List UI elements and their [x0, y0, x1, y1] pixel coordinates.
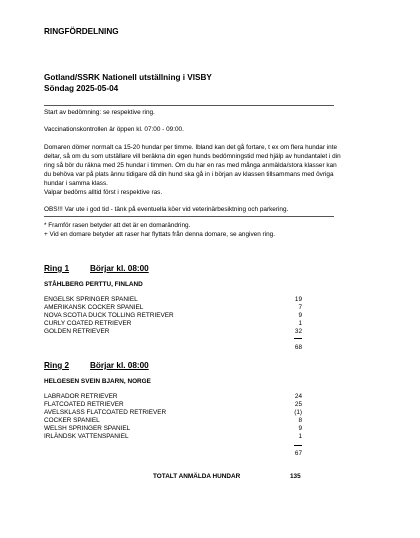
- sum-line: [294, 338, 302, 339]
- breed-row: [44, 304, 302, 312]
- ring-2-start: Börjar kl. 08:00: [90, 361, 149, 370]
- breed-name: NOVA SCOTIA DUCK TOLLING RETRIEVER: [44, 312, 174, 319]
- breed-name: COCKER SPANIEL: [44, 417, 100, 424]
- grand-total-value: 135: [290, 473, 301, 480]
- breed-name: CURLY COATED RETRIEVER: [44, 320, 132, 327]
- breed-row: [44, 296, 302, 304]
- ring-2-judge: HELGESEN SVEIN BJARN, NORGE: [44, 378, 151, 385]
- breed-name: IRLÄNDSK VATTENSPANIEL: [44, 433, 129, 440]
- info-line: ring så bör du räkna med 25 hundar i timmen. Om du har en ras med många anmälda/stora klasser kan: [44, 162, 337, 169]
- breed-count: 9: [298, 425, 302, 432]
- breed-count: 1: [298, 320, 302, 327]
- breed-count: 9: [298, 312, 302, 319]
- note-moved-breeds: + Vid en domare betyder att raser har flyttats från denna domare, se angiven ring.: [44, 231, 275, 238]
- breed-count: 19: [294, 296, 302, 303]
- breed-count: 24: [294, 393, 302, 400]
- breed-name: WELSH SPRINGER SPANIEL: [44, 425, 131, 432]
- breed-name: AVELSKLASS FLATCOATED RETRIEVER: [44, 409, 167, 416]
- breed-row: [44, 401, 302, 409]
- ring-1-start: Börjar kl. 08:00: [90, 264, 149, 273]
- ring-1-title: Ring 1: [44, 264, 70, 273]
- breed-name: FLATCOATED RETRIEVER: [44, 401, 124, 408]
- info-line: Domaren dömer normalt ca 15-20 hundar per timme. Ibland kan det gå fortare, t ex om flera hundar inte: [44, 144, 338, 151]
- breed-count: 25: [294, 401, 302, 408]
- grand-total-label: TOTALT ANMÄLDA HUNDAR: [153, 473, 241, 480]
- breed-name: GOLDEN RETRIEVER: [44, 328, 110, 335]
- start-info: Start av bedömning: se respektive ring.: [44, 109, 155, 116]
- breed-row: [44, 312, 302, 320]
- divider: [44, 105, 334, 106]
- breed-row: [44, 417, 302, 425]
- breed-row: [44, 328, 302, 336]
- info-line: du behöva var på plats ännu tidigare då din hund ska gå in i början av klassen tillsammans med övriga: [44, 171, 334, 178]
- date-line: Söndag 2025-05-04: [44, 84, 119, 93]
- breed-name: ENGELSK SPRINGER SPANIEL: [44, 296, 138, 303]
- ring-1-total-row: [44, 344, 302, 352]
- breed-row: [44, 433, 302, 441]
- sum-line: [294, 445, 302, 446]
- note-judge-change: * Framför rasen betyder att det är en domarändring.: [44, 222, 191, 229]
- breed-name: LABRADOR RETRIEVER: [44, 393, 118, 400]
- breed-count: (1): [294, 409, 302, 416]
- divider: [44, 216, 334, 217]
- ring-2-total: 67: [294, 450, 302, 457]
- ring-1-judge: STÅHLBERG PERTTU, FINLAND: [44, 281, 143, 288]
- page-title: RINGFÖRDELNING: [44, 27, 119, 36]
- info-line: hundar i samma klass.: [44, 180, 108, 187]
- ring-1-total: 68: [294, 344, 302, 351]
- ring-2-total-row: [44, 450, 302, 458]
- obs-info: OBS!!! Var ute i god tid - tänk på eventuella köer vid veterinärbesiktning och parkering.: [44, 206, 289, 213]
- info-line: deltar, så om du som utställare vill beräkna din egen hunds bedömningstid med hjälp av hundantalet i din: [44, 153, 341, 160]
- breed-row: [44, 425, 302, 433]
- ring-2-title: Ring 2: [44, 361, 70, 370]
- breed-name: AMERIKANSK COCKER SPANIEL: [44, 304, 144, 311]
- breed-row: [44, 320, 302, 328]
- event-line: Gotland/SSRK Nationell utställning i VISBY: [44, 73, 212, 82]
- breed-row: [44, 393, 302, 401]
- breed-count: 1: [298, 433, 302, 440]
- breed-count: 8: [298, 417, 302, 424]
- breed-row: [44, 409, 302, 417]
- breed-count: 7: [298, 304, 302, 311]
- vaccination-info: Vaccinationskontrollen är öppen kl. 07:00 - 09:00.: [44, 126, 184, 133]
- breed-count: 32: [294, 328, 302, 335]
- info-line: Valpar bedöms alltid först i respektive ras.: [44, 189, 163, 196]
